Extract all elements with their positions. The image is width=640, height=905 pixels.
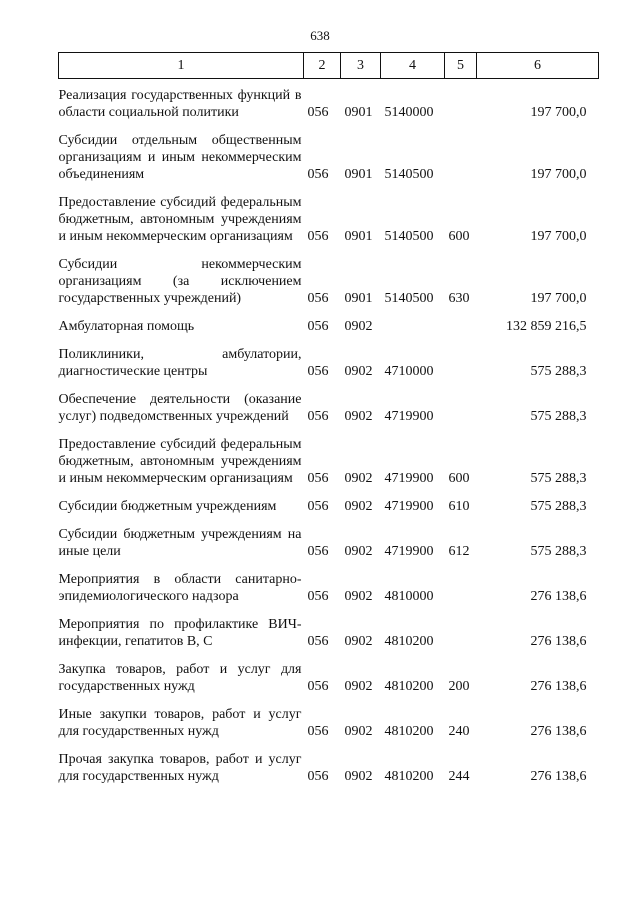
row-amount: 575 288,3 <box>530 499 587 514</box>
row-ministry-code: 056 <box>307 589 329 604</box>
row-expense-type: 200 <box>448 679 470 694</box>
row-expense-type: 630 <box>448 291 470 306</box>
row-ministry-code: 056 <box>307 364 329 379</box>
row-name: Закупка товаров, работ и услуг для государственных нужд <box>58 662 302 694</box>
row-target-code: 4719900 <box>384 471 434 486</box>
column-header-6: 6 <box>477 53 599 79</box>
row-target-code <box>381 312 445 340</box>
row-expense-type: 610 <box>448 499 470 514</box>
row-ministry-code: 056 <box>307 105 329 120</box>
row-ministry-code: 056 <box>307 769 329 784</box>
row-expense-type <box>445 312 477 340</box>
table-row <box>59 565 599 610</box>
row-amount: 276 138,6 <box>530 679 587 694</box>
row-amount: 132 859 216,5 <box>506 319 587 334</box>
table-row <box>59 126 599 188</box>
row-target-code: 4719900 <box>384 544 434 559</box>
row-name: Мероприятия в области санитарно-эпидемиологического надзора <box>58 572 302 604</box>
column-header-3: 3 <box>341 53 381 79</box>
column-header-1: 1 <box>59 53 304 79</box>
table-row <box>59 700 599 745</box>
row-name: Предоставление субсидий федеральным бюджетным, автономным учреждениям и иным некоммерческим организациям <box>58 195 302 244</box>
row-target-code: 5140500 <box>384 229 434 244</box>
row-expense-type: 600 <box>448 471 470 486</box>
table-row <box>59 655 599 700</box>
row-amount: 575 288,3 <box>530 364 587 379</box>
table-row <box>59 430 599 492</box>
row-section-code: 0901 <box>344 167 373 182</box>
row-amount: 276 138,6 <box>530 589 587 604</box>
table-row <box>59 188 599 250</box>
row-name: Обеспечение деятельности (оказание услуг) подведомственных учреждений <box>58 392 302 424</box>
table-row <box>59 385 599 430</box>
row-section-code: 0902 <box>344 364 373 379</box>
row-ministry-code: 056 <box>307 679 329 694</box>
row-ministry-code: 056 <box>307 319 329 334</box>
table-header <box>59 53 599 79</box>
row-name: Иные закупки товаров, работ и услуг для государственных нужд <box>58 707 302 739</box>
row-section-code: 0902 <box>344 589 373 604</box>
row-target-code: 4810200 <box>384 769 434 784</box>
row-amount: 197 700,0 <box>530 105 587 120</box>
row-ministry-code: 056 <box>307 544 329 559</box>
row-expense-type <box>445 79 477 127</box>
row-section-code: 0902 <box>344 679 373 694</box>
row-expense-type: 612 <box>448 544 470 559</box>
row-section-code: 0902 <box>344 471 373 486</box>
row-target-code: 4710000 <box>384 364 434 379</box>
row-target-code: 4810200 <box>384 634 434 649</box>
row-ministry-code: 056 <box>307 291 329 306</box>
row-name: Субсидии некоммерческим организациям (за исключением государственных учреждений) <box>58 257 302 306</box>
row-name: Субсидии бюджетным учреждениям <box>58 499 277 514</box>
row-ministry-code: 056 <box>307 471 329 486</box>
row-section-code: 0902 <box>344 544 373 559</box>
row-name: Предоставление субсидий федеральным бюджетным, автономным учреждениям и иным некоммерческим организациям <box>58 437 302 486</box>
header-row <box>59 53 599 79</box>
row-amount: 197 700,0 <box>530 229 587 244</box>
row-amount: 197 700,0 <box>530 167 587 182</box>
row-expense-type <box>445 610 477 655</box>
column-header-2: 2 <box>304 53 341 79</box>
row-amount: 575 288,3 <box>530 544 587 559</box>
row-amount: 197 700,0 <box>530 291 587 306</box>
row-amount: 276 138,6 <box>530 724 587 739</box>
row-ministry-code: 056 <box>307 724 329 739</box>
row-ministry-code: 056 <box>307 409 329 424</box>
row-section-code: 0902 <box>344 769 373 784</box>
row-target-code: 4810200 <box>384 724 434 739</box>
row-target-code: 5140000 <box>384 105 434 120</box>
row-expense-type <box>445 126 477 188</box>
row-section-code: 0901 <box>344 291 373 306</box>
table-row <box>59 745 599 790</box>
row-amount: 575 288,3 <box>530 409 587 424</box>
row-section-code: 0902 <box>344 724 373 739</box>
table-row <box>59 312 599 340</box>
table-row <box>59 250 599 312</box>
row-section-code: 0902 <box>344 499 373 514</box>
row-amount: 276 138,6 <box>530 769 587 784</box>
row-target-code: 5140500 <box>384 167 434 182</box>
column-header-4: 4 <box>381 53 445 79</box>
table-row <box>59 79 599 127</box>
budget-table <box>58 52 599 790</box>
row-target-code: 4810000 <box>384 589 434 604</box>
table-row <box>59 520 599 565</box>
row-amount: 575 288,3 <box>530 471 587 486</box>
row-ministry-code: 056 <box>307 229 329 244</box>
row-target-code: 4719900 <box>384 409 434 424</box>
row-expense-type <box>445 565 477 610</box>
column-header-5: 5 <box>445 53 477 79</box>
row-name: Мероприятия по профилактике ВИЧ-инфекции, гепатитов В, С <box>58 617 302 649</box>
row-ministry-code: 056 <box>307 167 329 182</box>
row-section-code: 0902 <box>344 409 373 424</box>
row-section-code: 0902 <box>344 319 373 334</box>
row-target-code: 4719900 <box>384 499 434 514</box>
row-name: Субсидии бюджетным учреждениям на иные цели <box>58 527 302 559</box>
row-target-code: 4810200 <box>384 679 434 694</box>
row-name: Субсидии отдельным общественным организациям и иным некоммерческим объединениям <box>58 133 302 182</box>
row-ministry-code: 056 <box>307 634 329 649</box>
row-expense-type <box>445 340 477 385</box>
table-row <box>59 492 599 520</box>
row-ministry-code: 056 <box>307 499 329 514</box>
row-expense-type: 600 <box>448 229 470 244</box>
table-row <box>59 340 599 385</box>
row-name: Реализация государственных функций в области социальной политики <box>58 88 302 120</box>
row-section-code: 0901 <box>344 229 373 244</box>
row-name: Прочая закупка товаров, работ и услуг для государственных нужд <box>58 752 302 784</box>
row-name: Амбулаторная помощь <box>58 319 195 334</box>
row-expense-type: 240 <box>448 724 470 739</box>
row-target-code: 5140500 <box>384 291 434 306</box>
page-number: 638 <box>310 28 330 43</box>
row-amount: 276 138,6 <box>530 634 587 649</box>
row-expense-type <box>445 385 477 430</box>
row-section-code: 0902 <box>344 634 373 649</box>
table-body <box>59 79 599 791</box>
row-expense-type: 244 <box>448 769 470 784</box>
row-section-code: 0901 <box>344 105 373 120</box>
table-row <box>59 610 599 655</box>
row-name: Поликлиники, амбулатории, диагностические центры <box>58 347 302 379</box>
